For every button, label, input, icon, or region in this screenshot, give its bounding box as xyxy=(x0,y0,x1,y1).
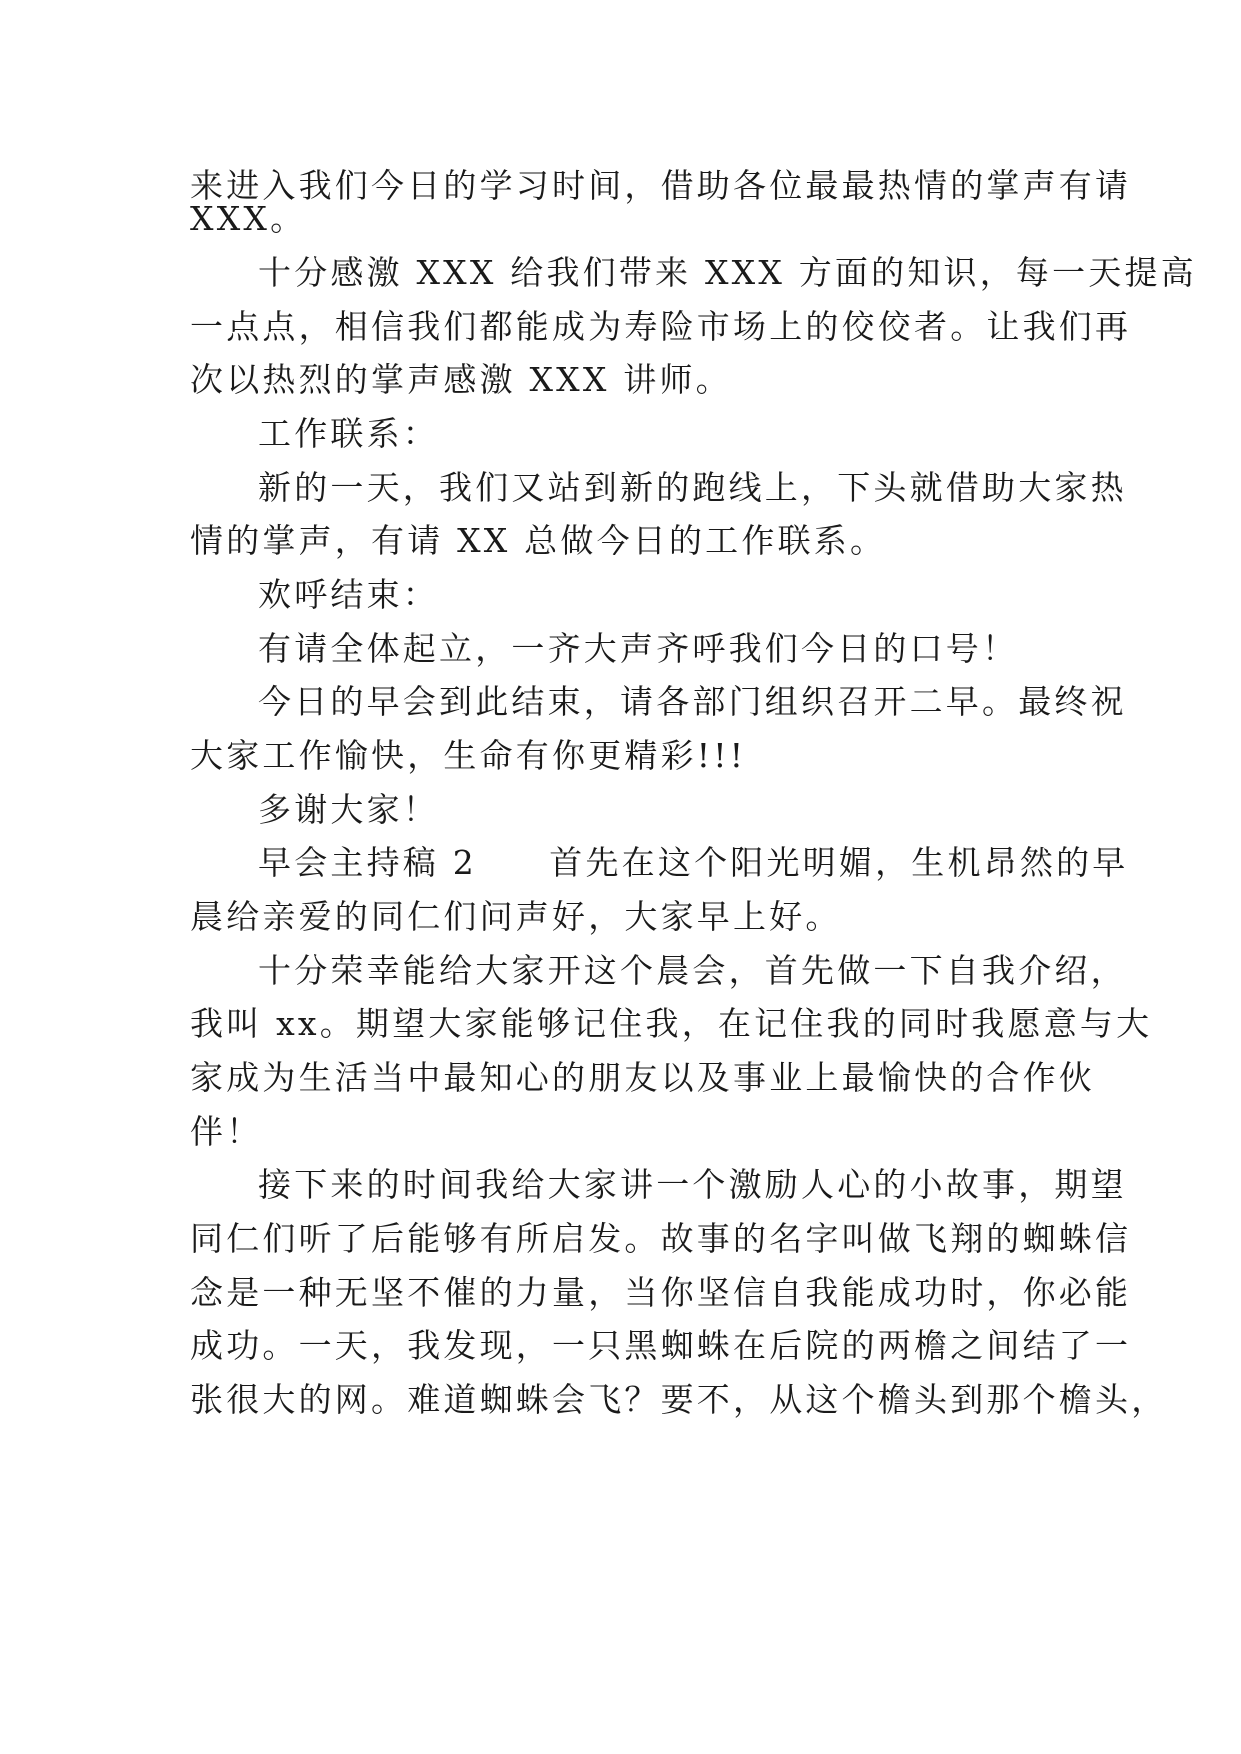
text-line: 伴！ xyxy=(190,1112,263,1151)
text-line: 十分荣幸能给大家开这个晨会，首先做一下自我介绍， xyxy=(258,951,1127,990)
text-line: 新的一天，我们又站到新的跑线上，下头就借助大家热 xyxy=(258,468,1127,507)
text-line: 念是一种无坚不催的力量，当你坚信自我能成功时，你必能 xyxy=(190,1273,1132,1312)
text-line: 来进入我们今日的学习时间，借助各位最最热情的掌声有请 xyxy=(190,166,1132,205)
text-line: 家成为生活当中最知心的朋友以及事业上最愉快的合作伙 xyxy=(190,1058,1095,1097)
section-heading: 工作联系： xyxy=(258,414,439,453)
text-line: 十分感激 XXX 给我们带来 XXX 方面的知识，每一天提高 xyxy=(258,253,1197,292)
text-line: XXX。 xyxy=(190,199,307,238)
text-line: 我叫 xx。期望大家能够记住我，在记住我的同时我愿意与大 xyxy=(190,1004,1153,1043)
text-line: 一点点，相信我们都能成为寿险市场上的佼佼者。让我们再 xyxy=(190,307,1132,346)
text-line: 大家工作愉快，生命有你更精彩!!! xyxy=(190,736,747,775)
text-line: 多谢大家！ xyxy=(258,790,439,829)
text-line: 情的掌声，有请 XX 总做今日的工作联系。 xyxy=(190,521,887,560)
text-line: 同仁们听了后能够有所启发。故事的名字叫做飞翔的蜘蛛信 xyxy=(190,1219,1132,1258)
section-heading: 欢呼结束： xyxy=(258,575,439,614)
text-line: 有请全体起立，一齐大声齐呼我们今日的口号！ xyxy=(258,629,1019,668)
text-line: 今日的早会到此结束，请各部门组织召开二早。最终祝 xyxy=(258,682,1127,721)
text-line: 晨给亲爱的同仁们问声好，大家早上好。 xyxy=(190,897,842,936)
text-line: 张很大的网。难道蜘蛛会飞？要不，从这个檐头到那个檐头， xyxy=(190,1380,1168,1419)
text-line: 成功。一天，我发现，一只黑蜘蛛在后院的两檐之间结了一 xyxy=(190,1326,1132,1365)
text-line: 次以热烈的掌声感激 XXX 讲师。 xyxy=(190,360,732,399)
text-line: 早会主持稿 2 首先在这个阳光明媚，生机昂然的早 xyxy=(258,843,1129,882)
text-line: 接下来的时间我给大家讲一个激励人心的小故事，期望 xyxy=(258,1165,1127,1204)
